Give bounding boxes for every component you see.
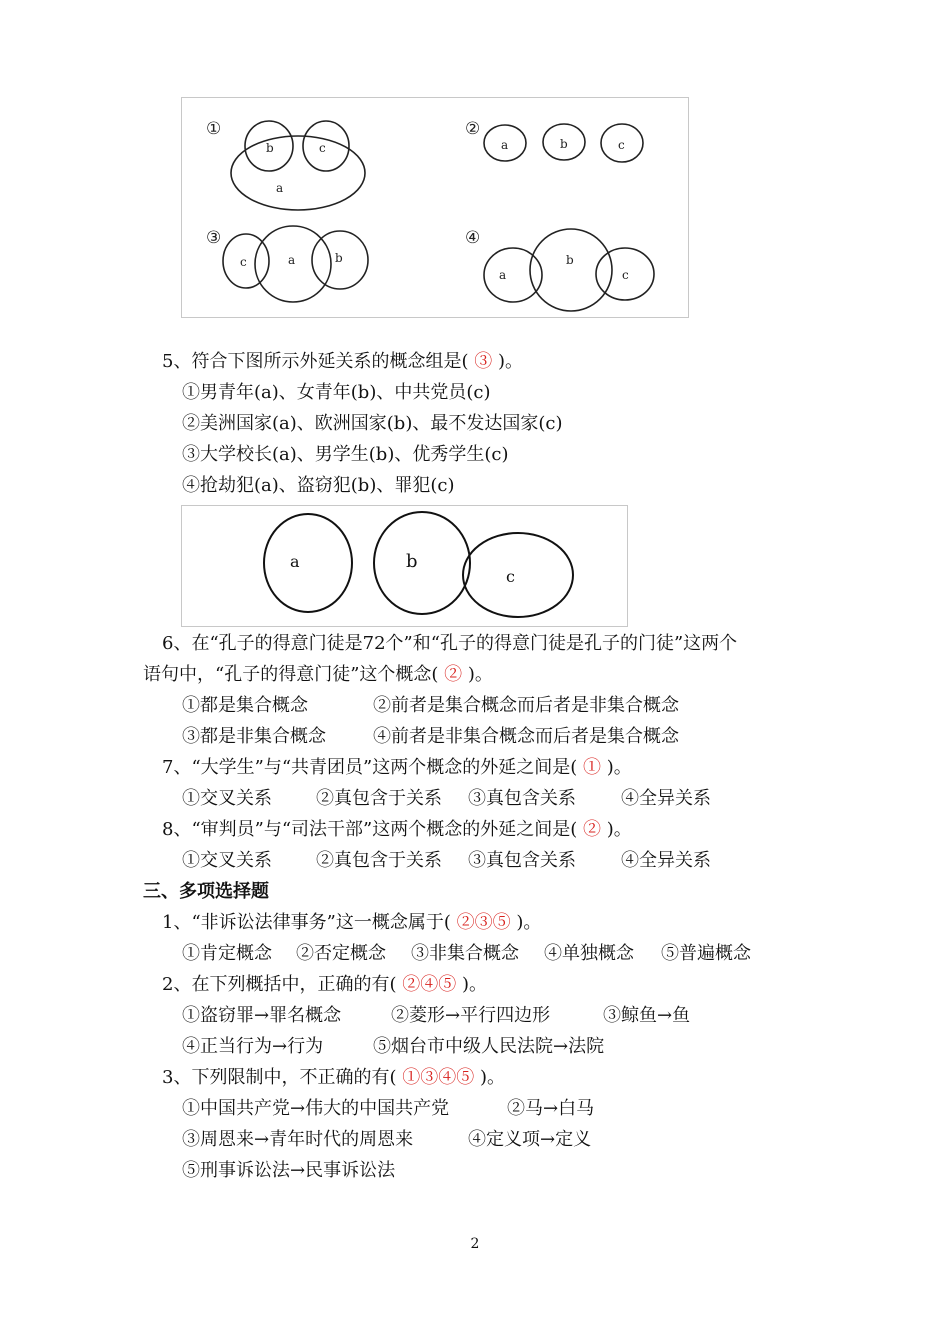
q6-stem-line2: 语句中，“孔子的得意门徒”这个概念( ② )。 (143, 664, 493, 685)
venn-figure-abc (181, 505, 628, 627)
circle-a (264, 514, 352, 612)
circle-label: c (319, 141, 326, 155)
circle-label: c (240, 255, 247, 269)
panel-number: ① (206, 119, 222, 139)
m3-option-1: ①中国共产党→伟大的中国共产党 (182, 1098, 450, 1119)
m3-answer: ①③④⑤ (402, 1067, 475, 1088)
m1-option-4: ④单独概念 (544, 943, 634, 964)
circle-b (374, 512, 470, 614)
circle-label: a (501, 138, 509, 152)
q6-answer: ② (444, 664, 463, 685)
q7-option-3: ③真包含关系 (468, 788, 576, 809)
m1-option-3: ③非集合概念 (411, 943, 519, 964)
panel-number: ③ (206, 228, 222, 248)
q5-option-4: ④抢劫犯(a)、盗窃犯(b)、罪犯(c) (182, 475, 455, 496)
circle-label: b (266, 141, 274, 155)
m3-option-3: ③周恩来→青年时代的周恩来 (182, 1129, 414, 1150)
m2-option-4: ④正当行为→行为 (182, 1036, 324, 1057)
panel-number: ② (465, 119, 481, 139)
q6-option-3: ③都是非集合概念 (182, 726, 326, 747)
q6-option-4: ④前者是非集合概念而后者是集合概念 (373, 726, 679, 747)
m2-option-1: ①盗窃罪→罪名概念 (182, 1005, 342, 1026)
panel-number: ④ (465, 228, 481, 248)
q7-option-4: ④全异关系 (621, 788, 711, 809)
circle-c (463, 533, 573, 617)
q8-option-1: ①交叉关系 (182, 850, 272, 871)
circle-label: b (560, 137, 568, 151)
q7-option-1: ①交叉关系 (182, 788, 272, 809)
q8-option-2: ②真包含于关系 (316, 850, 442, 871)
q5-option-1: ①男青年(a)、女青年(b)、中共党员(c) (182, 382, 491, 403)
q7-answer: ① (583, 757, 602, 778)
circle-label: c (622, 268, 629, 282)
venn-diagram-svg (182, 506, 627, 626)
m1-stem: 1、“非诉讼法律事务”这一概念属于( ②③⑤ )。 (162, 912, 542, 933)
circle-label: b (566, 253, 574, 267)
circle-label: b (406, 551, 418, 572)
circle-label: c (618, 138, 625, 152)
page-number: 2 (470, 1236, 480, 1252)
circle-label: c (506, 567, 515, 586)
q5-answer: ③ (474, 351, 493, 372)
m2-answer: ②④⑤ (402, 974, 457, 995)
q7-stem: 7、“大学生”与“共青团员”这两个概念的外延之间是( ① )。 (162, 757, 632, 778)
m2-option-5: ⑤烟台市中级人民法院→法院 (373, 1036, 605, 1057)
circle-label: b (335, 251, 343, 265)
m3-option-4: ④定义项→定义 (468, 1129, 592, 1150)
m1-option-2: ②否定概念 (296, 943, 386, 964)
circle-label: a (276, 181, 284, 195)
q7-option-2: ②真包含于关系 (316, 788, 442, 809)
circle-label: a (290, 552, 300, 571)
m1-option-5: ⑤普遍概念 (661, 943, 751, 964)
circle-a (484, 248, 542, 302)
q5-option-3: ③大学校长(a)、男学生(b)、优秀学生(c) (182, 444, 509, 465)
q6-option-2: ②前者是集合概念而后者是非集合概念 (373, 695, 679, 716)
section-title: 三、多项选择题 (143, 881, 269, 902)
m3-option-5: ⑤刑事诉讼法→民事诉讼法 (182, 1160, 396, 1181)
q8-option-4: ④全异关系 (621, 850, 711, 871)
circle-label: a (499, 268, 507, 282)
m1-option-1: ①肯定概念 (182, 943, 272, 964)
ellipse-a (231, 136, 365, 210)
q8-option-3: ③真包含关系 (468, 850, 576, 871)
q6-stem-line1: 6、在“孔子的得意门徒是72个”和“孔子的得意门徒是孔子的门徒”这两个 (162, 633, 738, 654)
m1-answer: ②③⑤ (456, 912, 511, 933)
venn-diagram-svg (182, 98, 688, 317)
m2-stem: 2、在下列概括中，正确的有( ②④⑤ )。 (162, 974, 487, 995)
circle-label: a (288, 253, 296, 267)
q6-option-1: ①都是集合概念 (182, 695, 308, 716)
q8-answer: ② (583, 819, 602, 840)
q5-stem: 5、符合下图所示外延关系的概念组是( ③ )。 (162, 351, 523, 372)
m2-option-2: ②菱形→平行四边形 (391, 1005, 551, 1026)
m3-option-2: ②马→白马 (507, 1098, 595, 1119)
venn-figure-four-panels (181, 97, 689, 318)
m3-stem: 3、下列限制中，不正确的有( ①③④⑤ )。 (162, 1067, 505, 1088)
q5-option-2: ②美洲国家(a)、欧洲国家(b)、最不发达国家(c) (182, 413, 563, 434)
m2-option-3: ③鲸鱼→鱼 (603, 1005, 691, 1026)
q8-stem: 8、“审判员”与“司法干部”这两个概念的外延之间是( ② )。 (162, 819, 632, 840)
